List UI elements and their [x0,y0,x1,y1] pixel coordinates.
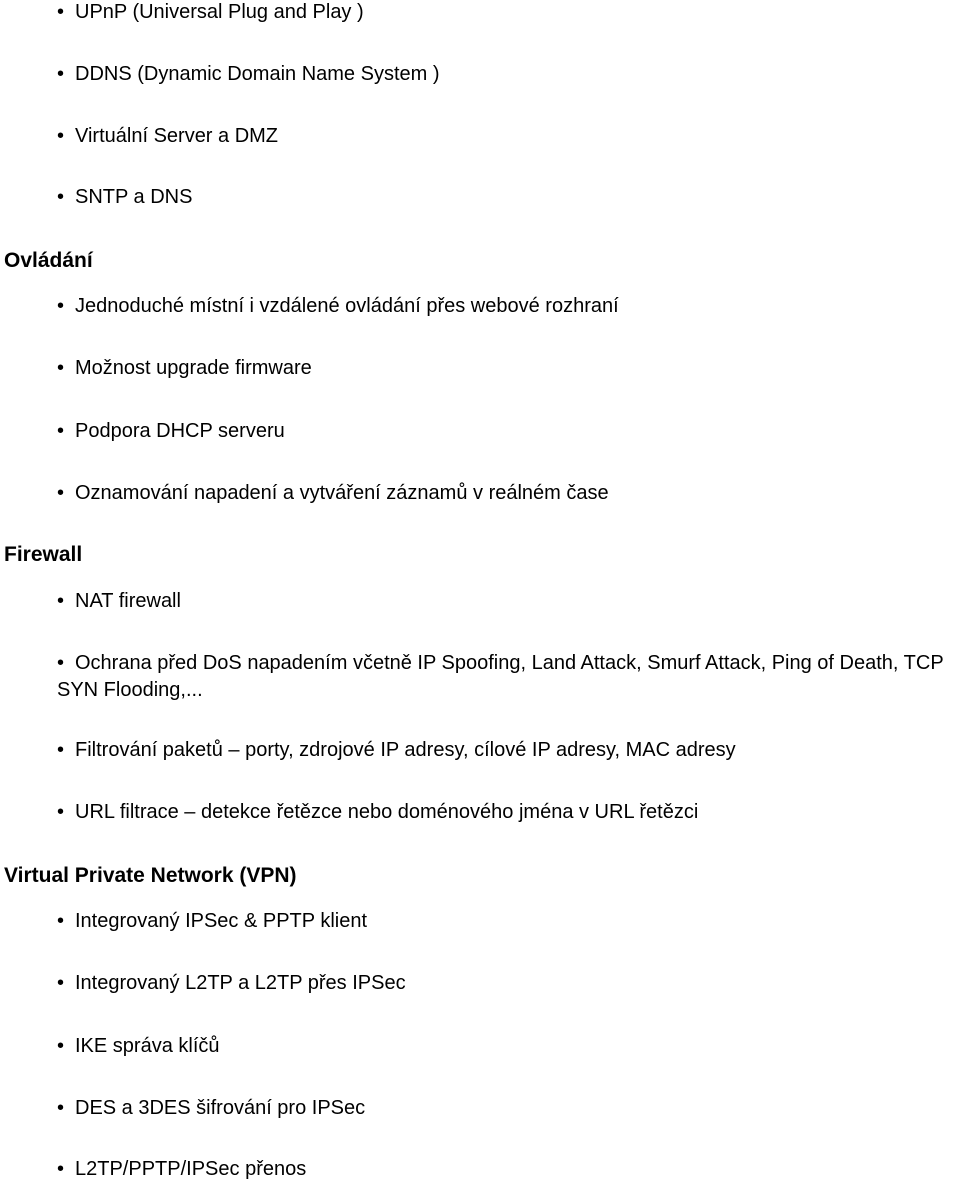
bullet-icon: • [57,125,65,147]
bullet-icon: • [57,1035,65,1057]
bullet-icon: • [57,910,65,932]
list-item [57,1157,306,1181]
list-item-text: URL filtrace – detekce řetězce nebo doménového jména v URL řetězci [75,801,699,823]
bullet-icon: • [57,63,65,85]
list-item [57,800,698,824]
list-item [57,738,736,762]
list-item [57,294,619,318]
list-item [57,1034,220,1058]
bullet-icon: • [57,972,65,994]
bullet-icon: • [57,1,65,23]
section-heading-vpn: Virtual Private Network (VPN) [4,864,297,887]
bullet-icon: • [57,420,65,442]
list-item-text: Ochrana před DoS napadením včetně IP Spoofing, Land Attack, Smurf Attack, Ping of Death, TCP SYN Flooding,... [57,652,944,701]
list-item [57,909,367,933]
list-item [57,185,192,209]
list-item-text: Filtrování paketů – porty, zdrojové IP adresy, cílové IP adresy, MAC adresy [75,739,736,761]
list-item [57,124,278,148]
list-item-text: Podpora DHCP serveru [75,420,285,442]
list-item [57,650,957,704]
list-item-text: L2TP/PPTP/IPSec přenos [75,1158,307,1180]
list-item-text: SNTP a DNS [75,186,193,208]
list-item-text: Možnost upgrade firmware [75,357,312,379]
list-item [57,0,364,24]
bullet-icon: • [57,1158,65,1180]
list-item-text: UPnP (Universal Plug and Play ) [75,1,364,23]
list-item-text: Jednoduché místní i vzdálené ovládání přes webové rozhraní [75,295,619,317]
bullet-icon: • [57,357,65,379]
list-item [57,419,285,443]
section-heading-firewall: Firewall [4,543,83,566]
list-item-text: NAT firewall [75,590,181,612]
bullet-icon: • [57,739,65,761]
list-item [57,589,181,613]
bullet-icon: • [57,295,65,317]
list-item-text: Integrovaný IPSec & PPTP klient [75,910,368,932]
list-item-text: IKE správa klíčů [75,1035,220,1057]
list-item [57,62,440,86]
bullet-icon: • [57,801,65,823]
list-item [57,1096,365,1120]
list-item [57,481,609,505]
bullet-icon: • [57,1097,65,1119]
list-item-text: DES a 3DES šifrování pro IPSec [75,1097,366,1119]
list-item-text: Integrovaný L2TP a L2TP přes IPSec [75,972,406,994]
bullet-icon: • [57,186,65,208]
section-heading-ovladani: Ovládání [4,249,93,272]
list-item-text: Oznamování napadení a vytváření záznamů v reálném čase [75,482,609,504]
bullet-icon: • [57,652,65,674]
bullet-icon: • [57,590,65,612]
list-item [57,356,312,380]
list-item-text: Virtuální Server a DMZ [75,125,279,147]
list-item-text: DDNS (Dynamic Domain Name System ) [75,63,440,85]
list-item [57,971,406,995]
bullet-icon: • [57,482,65,504]
